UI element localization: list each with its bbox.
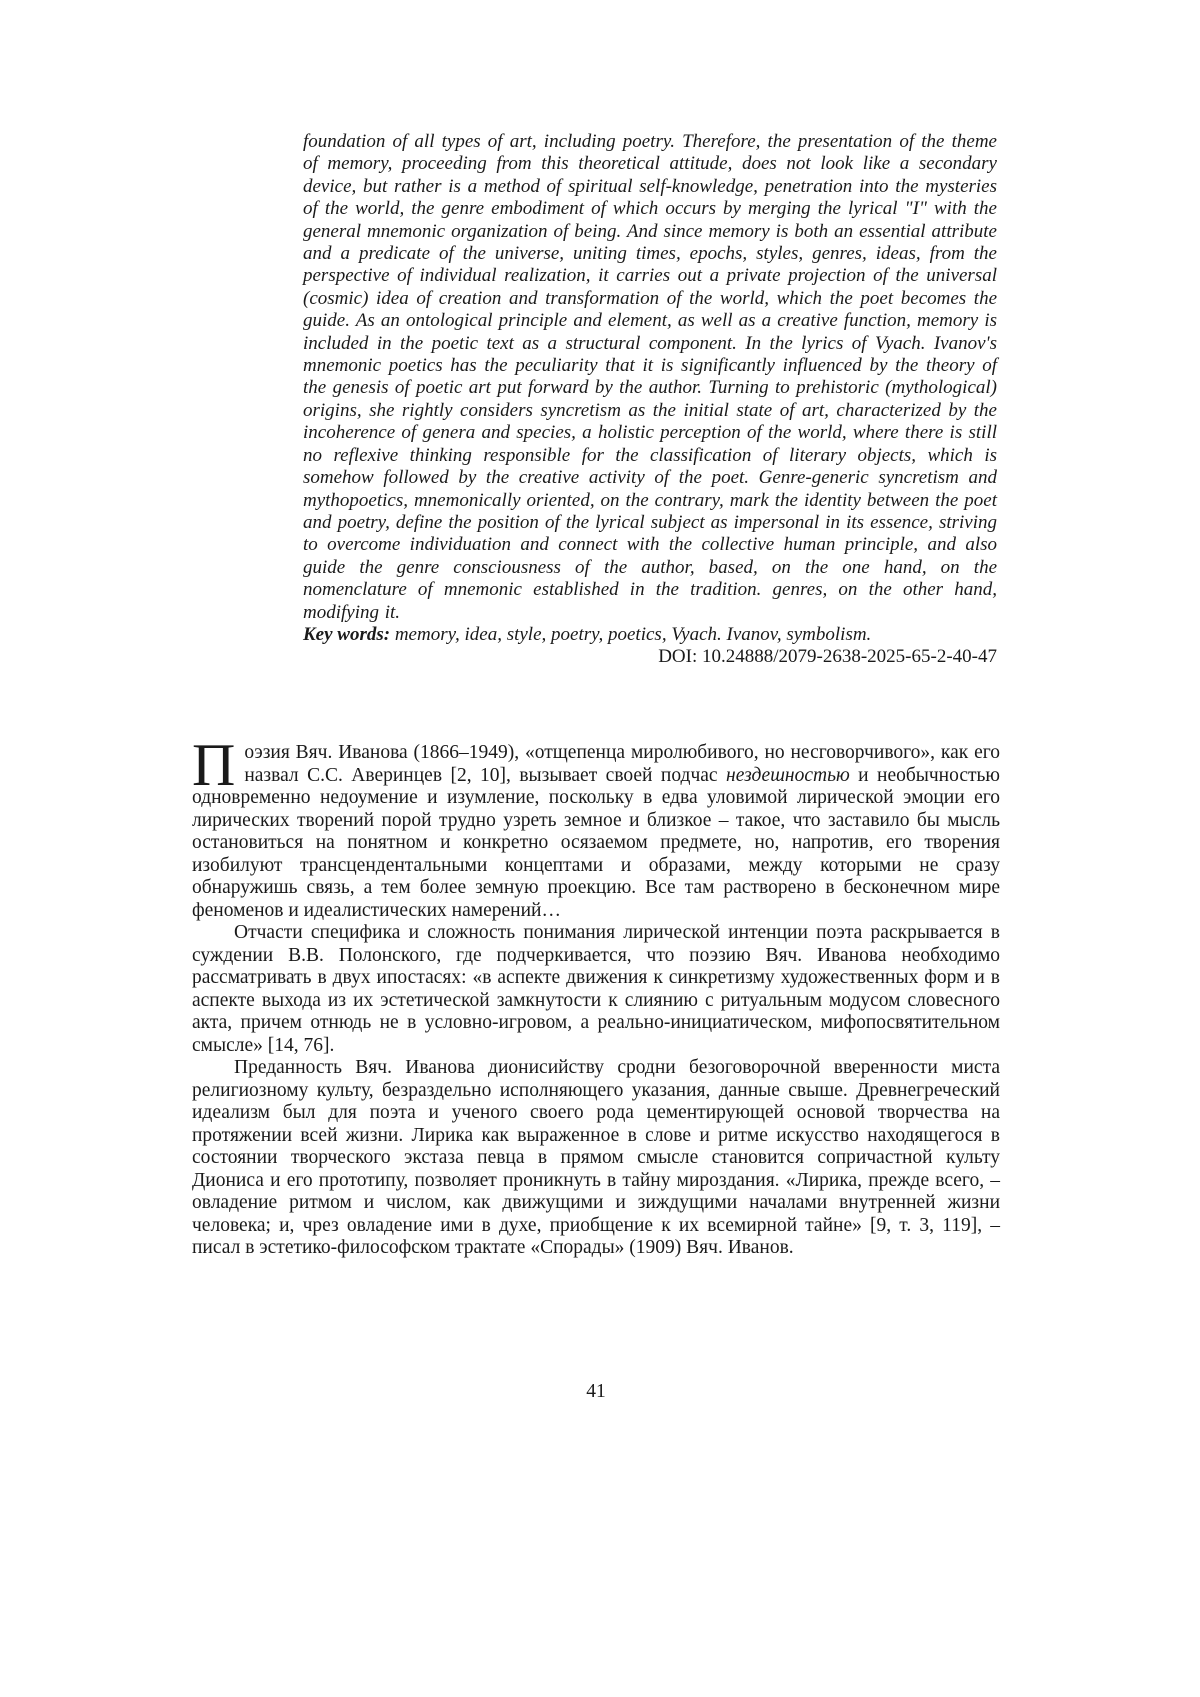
doi-line: DOI: 10.24888/2079-2638-2025-65-2-40-47 [658, 646, 997, 668]
paragraph-2: Отчасти специфика и сложность понимания лирической интенции поэта раскрывается в суждении В.В. Полонского, где подчеркивается, что поэзию Вяч. Иванова необходимо рассматривать в двух ипостасях: «в аспекте движения к синкретизму художественных форм и в аспекте выхода из их эстетической замкнутости к слиянию с ритуальным модусом словесного акта, причем отнюдь не в условно-игровом, а реально-инициатическом, мифопосвятительном смысле» [14, 76]. [192, 922, 1000, 1056]
paragraph-1 [192, 732, 1000, 922]
abstract-block [303, 131, 997, 669]
page-number: 41 [586, 1381, 606, 1402]
keywords-line [303, 624, 997, 646]
abstract-text: foundation of all types of art, including poetry. Therefore, the presentation of the theme of memory, proceeding from this theoretical attitude, does not look like a secondary device, but rather is a method of spiritual self-knowledge, penetration into the mysteries of the world, the genre embodiment of which occurs by merging the lyrical "I" with the general mnemonic organization of being. And since memory is both an essential attribute and a predicate of the universe, uniting times, epochs, styles, genres, ideas, from the perspective of individual realization, it carries out a private projection of the universal (cosmic) idea of creation and transformation of the world, which the poet becomes the guide. As an ontological principle and element, as well as a creative function, memory is included in the poetic text as a structural component. In the lyrics of Vyach. Ivanov's mnemonic poetics has the peculiarity that it is significantly influenced by the theory of the genesis of poetic art put forward by the author. Turning to prehistoric (mythological) origins, she rightly considers syncretism as the initial state of art, characterized by the incoherence of genera and species, a holistic perception of the world, where there is still no reflexive thinking responsible for the classification of literary objects, which is somehow followed by the creative activity of the poet. Genre-generic syncretism and mythopoetics, mnemonically oriented, on the contrary, mark the identity between the poet and poetry, define the position of the lyrical subject as impersonal in its essence, striving to overcome individuation and connect with the collective human principle, and also guide the genre consciousness of the author, based, on the one hand, on the nomenclature of mnemonic established in the tradition. genres, on the other hand, modifying it. [303, 131, 997, 623]
keywords-label: Key words: [303, 623, 391, 645]
paragraph-1-text-post: и необычностью одновременно недоумение и изумление, поскольку в едва уловимой лирической эмоции его лирических творений порой трудно узреть земное и близкое – такое, что заставило бы мысль остановиться на понятном и конкретно осязаемом предмете, но, напротив, его творения изобилуют трансцендентальными концептами и образами, между которыми не сразу обнаружишь связь, а тем более земную проекцию. Все там растворено в бесконечном мире феноменов и идеалистических намерений… [192, 764, 1000, 921]
article-body [192, 732, 1000, 1260]
paragraph-1-italic-word: нездешностью [726, 764, 850, 786]
drop-cap: П [192, 732, 236, 798]
paragraph-3: Преданность Вяч. Иванова дионисийству сродни безоговорочной вверенности миста религиозному культу, безраздельно исполняющего указания, данные свыше. Древнегреческий идеализм был для поэта и ученого своего рода цементирующей основой творчества на протяжении всей жизни. Лирика как выраженное в слове и ритме искусство находящегося в состоянии творческого экстаза певца в прямом смысле становится сопричастной культу Диониса и его прототипу, позволяет проникнуть в тайну мироздания. «Лирика, прежде всего, – овладение ритмом и числом, как движущими и зиждущими началами внутренней жизни человека; и, чрез овладение ими в духе, приобщение к их всемирной тайне» [9, т. 3, 119], – писал в эстетико-философском трактате «Спорады» (1909) Вяч. Иванов. [192, 1057, 1000, 1258]
paragraph-1-text-pre: оэзия Вяч. Иванова (1866–1949), «отщепенца миролюбивого, но несговорчивого», как его назвал С.С. Аверинцев [2, 10], вызывает своей подчас [244, 742, 1000, 786]
keywords-text: memory, idea, style, poetry, poetics, Vyach. Ivanov, symbolism. [390, 623, 872, 645]
